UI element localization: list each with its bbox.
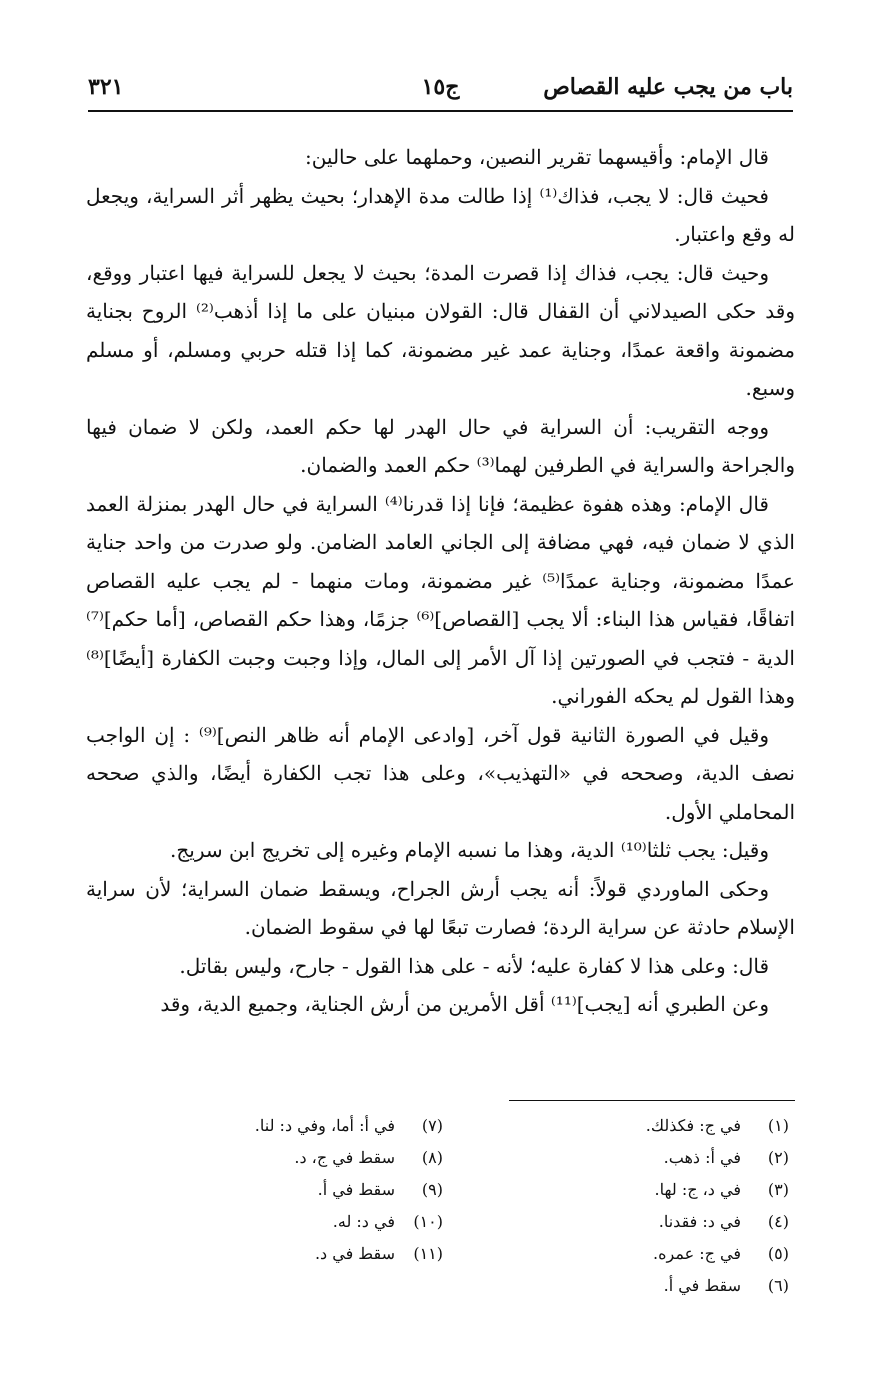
volume-label: ج١٥ bbox=[421, 74, 460, 100]
footnote-item bbox=[143, 1142, 443, 1174]
footnote-text: سقط في أ. bbox=[663, 1276, 741, 1295]
paragraph: قال: وعلى هذا لا كفارة عليه؛ لأنه - على هذا القول - جارح، وليس بقاتل. bbox=[179, 953, 769, 978]
footnote-number: (٦) bbox=[767, 1276, 789, 1295]
footnote-text: سقط في د. bbox=[314, 1244, 395, 1263]
footnote-number: (١) bbox=[767, 1116, 789, 1135]
paragraph: وعن الطبري أنه [يجب]⁽¹¹⁾ أقل الأمرين من أرش الجناية، وجميع الدية، وقد bbox=[160, 992, 769, 1016]
footnote-number: (٩) bbox=[421, 1180, 443, 1199]
footnote-number: (٧) bbox=[421, 1116, 443, 1135]
page-header bbox=[88, 62, 793, 112]
footnote-number: (٣) bbox=[767, 1180, 789, 1199]
footnote-number: (٤) bbox=[767, 1212, 789, 1231]
paragraph: قال الإمام: وهذه هفوة عظيمة؛ فإنا إذا قدرنا⁽⁴⁾ السراية في حال الهدر بمنزلة العمد الذي لا ضمان فيه، فهي مضافة إلى الجاني العامد الضامن. ولو صدرت من واحد جناية عمدًا مضمونة، وجناية عمدًا⁽⁵⁾ غير مضمونة، ومات منهما - لم يجب عليه القصاص اتفاقًا، فقياس هذا البناء: ألا يجب [القصاص]⁽⁶⁾ جزمًا، وهذا حكم القصاص، [أما حكم]⁽⁷⁾ الدية - فتجب في الصورتين إذا آل الأمر إلى المال، وإذا وجبت وجبت الكفارة [أيضًا]⁽⁸⁾ وهذا القول لم يحكه الفوراني. bbox=[86, 491, 795, 708]
footnote-text: في د، ج: لها. bbox=[654, 1180, 741, 1199]
footnote-text: في أ: أما، وفي د: لنا. bbox=[254, 1116, 395, 1135]
footnote-number: (١١) bbox=[413, 1244, 443, 1263]
footnote-number: (٢) bbox=[767, 1148, 789, 1167]
footnotes-right-column bbox=[489, 1110, 789, 1302]
footnote-item bbox=[143, 1206, 443, 1238]
footnote-item bbox=[489, 1110, 789, 1142]
paragraph: فحيث قال: لا يجب، فذاك⁽¹⁾ إذا طالت مدة الإهدار؛ بحيث يظهر أثر السراية، ويجعل له وقع واعتبار. bbox=[86, 183, 795, 246]
main-text bbox=[86, 138, 795, 1024]
page-number: ٣٢١ bbox=[88, 74, 124, 100]
footnote-text: سقط في ج، د. bbox=[294, 1148, 395, 1167]
paragraph: وحكى الماوردي قولاً: أنه يجب أرش الجراح، ويسقط ضمان السراية؛ لأن سراية الإسلام حادثة عن سراية الردة؛ فصارت تبعًا لها في سقوط الضمان. bbox=[86, 876, 795, 939]
footnote-item bbox=[143, 1174, 443, 1206]
paragraph: وقيل في الصورة الثانية قول آخر، [وادعى الإمام أنه ظاهر النص]⁽⁹⁾ : إن الواجب نصف الدية، وصححه في «التهذيب»، وعلى هذا تجب الكفارة أيضًا، والذي صححه المحاملي الأول. bbox=[86, 722, 795, 824]
footnote-number: (٨) bbox=[421, 1148, 443, 1167]
footnote-item bbox=[143, 1110, 443, 1142]
footnote-text: في أ: ذهب. bbox=[663, 1148, 741, 1167]
footnote-text: في ج: فكذلك. bbox=[645, 1116, 741, 1135]
footnote-text: في د: له. bbox=[332, 1212, 395, 1231]
footnote-divider bbox=[509, 1100, 795, 1101]
footnote-item bbox=[489, 1142, 789, 1174]
footnote-number: (٥) bbox=[767, 1244, 789, 1263]
footnote-number: (١٠) bbox=[413, 1212, 443, 1231]
footnote-text: في د: فقدنا. bbox=[658, 1212, 741, 1231]
paragraph: وقيل: يجب ثلثا⁽¹⁰⁾ الدية، وهذا ما نسبه الإمام وغيره إلى تخريج ابن سريج. bbox=[170, 838, 769, 862]
chapter-title: باب من يجب عليه القصاص bbox=[543, 74, 793, 100]
paragraph: قال الإمام: وأقيسهما تقرير النصين، وحملهما على حالين: bbox=[304, 145, 769, 169]
footnotes-left-column bbox=[143, 1110, 443, 1270]
footnote-item bbox=[489, 1270, 789, 1302]
paragraph: ووجه التقريب: أن السراية في حال الهدر لها حكم العمد، ولكن لا ضمان فيها والجراحة والسراية في الطرفين لهما⁽³⁾ حكم العمد والضمان. bbox=[86, 414, 795, 477]
footnote-item bbox=[143, 1238, 443, 1270]
paragraph: وحيث قال: يجب، فذاك إذا قصرت المدة؛ بحيث لا يجعل للسراية فيها اعتبار ووقع، وقد حكى الصيدلاني أن القفال قال: القولان مبنيان على ما إذا أذهب⁽²⁾ الروح بجناية مضمونة واقعة عمدًا، وجناية عمد غير مضمونة، كما إذا قتله حربي ومسلم، أو مسلم وسبع. bbox=[86, 260, 795, 400]
footnote-item bbox=[489, 1174, 789, 1206]
footnote-text: سقط في أ. bbox=[317, 1180, 395, 1199]
footnote-item bbox=[489, 1206, 789, 1238]
footnote-item bbox=[489, 1238, 789, 1270]
footnote-text: في ج: عمره. bbox=[653, 1244, 741, 1263]
